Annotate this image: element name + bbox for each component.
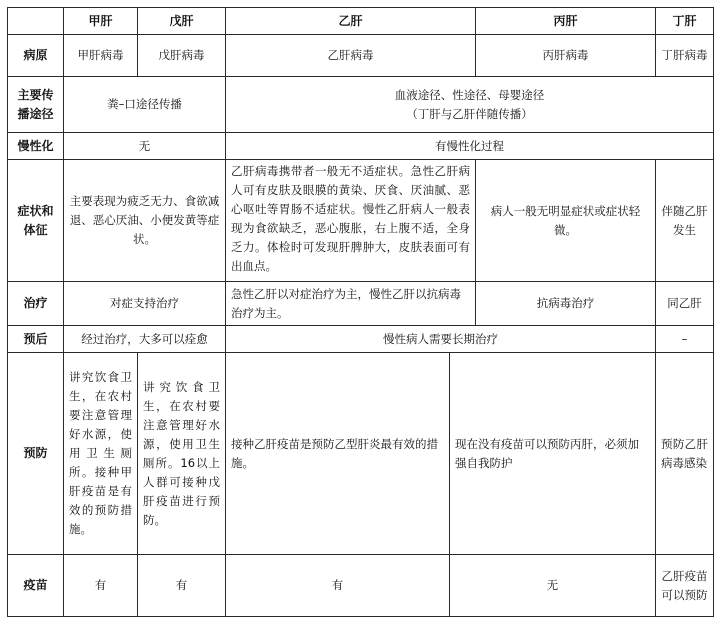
prevention-d: 预防乙肝病毒感染 (656, 353, 714, 555)
vaccine-row (8, 555, 714, 617)
transmission-ae: 粪–口途径传播 (64, 77, 226, 133)
vaccine-a: 有 (64, 555, 138, 617)
treatment-c: 抗病毒治疗 (476, 282, 656, 326)
row-label-transmission: 主要传播途径 (8, 77, 64, 133)
row-label-prevention: 预防 (8, 353, 64, 555)
pathogen-row (8, 35, 714, 77)
vaccine-b: 有 (226, 555, 450, 617)
pathogen-b: 乙肝病毒 (226, 35, 476, 77)
transmission-bcd: 血液途径、性途径、母婴途径 （丁肝与乙肝伴随传播） (226, 77, 714, 133)
row-label-chronic: 慢性化 (8, 133, 64, 160)
treatment-d: 同乙肝 (656, 282, 714, 326)
pathogen-d: 丁肝病毒 (656, 35, 714, 77)
pathogen-a: 甲肝病毒 (64, 35, 138, 77)
row-label-treatment: 治疗 (8, 282, 64, 326)
vaccine-c: 无 (450, 555, 656, 617)
vaccine-e: 有 (138, 555, 226, 617)
transmission-row (8, 77, 714, 133)
header-hepatitis-b: 乙肝 (226, 8, 476, 35)
hepatitis-comparison-table (7, 7, 714, 617)
symptoms-d: 伴随乙肝发生 (656, 160, 714, 282)
chronic-row (8, 133, 714, 160)
treatment-ae: 对症支持治疗 (64, 282, 226, 326)
prognosis-row (8, 326, 714, 353)
pathogen-e: 戊肝病毒 (138, 35, 226, 77)
vaccine-d: 乙肝疫苗可以预防 (656, 555, 714, 617)
header-hepatitis-d: 丁肝 (656, 8, 714, 35)
prevention-b: 接种乙肝疫苗是预防乙型肝炎最有效的措施。 (226, 353, 450, 555)
symptoms-ae: 主要表现为疲乏无力、食欲减退、恶心厌油、小便发黄等症状。 (64, 160, 226, 282)
symptoms-c: 病人一般无明显症状或症状轻微。 (476, 160, 656, 282)
corner-cell (8, 8, 64, 35)
treatment-b: 急性乙肝以对症治疗为主，慢性乙肝以抗病毒治疗为主。 (226, 282, 476, 326)
row-label-symptoms: 症状和体征 (8, 160, 64, 282)
chronic-ae: 无 (64, 133, 226, 160)
header-row (8, 8, 714, 35)
prevention-e: 讲究饮食卫生，在农村要注意管理好水源，使用卫生厕所。16以上人群可接种戊肝疫苗进行预防。 (138, 353, 226, 555)
header-hepatitis-c: 丙肝 (476, 8, 656, 35)
symptoms-b: 乙肝病毒携带者一般无不适症状。急性乙肝病人可有皮肤及眼膜的黄染、厌食、厌油腻、恶心呕吐等胃肠不适症状。慢性乙肝病人一般表现为食欲缺乏，恶心腹胀，右上腹不适，全身乏力。体检时可发现肝脾肿大，皮肤表面可有出血点。 (226, 160, 476, 282)
prognosis-ae: 经过治疗，大多可以痊愈 (64, 326, 226, 353)
treatment-row (8, 282, 714, 326)
pathogen-c: 丙肝病毒 (476, 35, 656, 77)
prognosis-bc: 慢性病人需要长期治疗 (226, 326, 656, 353)
prevention-row (8, 353, 714, 555)
chronic-bcd: 有慢性化过程 (226, 133, 714, 160)
row-label-pathogen: 病原 (8, 35, 64, 77)
row-label-vaccine: 疫苗 (8, 555, 64, 617)
prevention-c: 现在没有疫苗可以预防丙肝，必须加强自我防护 (450, 353, 656, 555)
header-hepatitis-e: 戊肝 (138, 8, 226, 35)
row-label-prognosis: 预后 (8, 326, 64, 353)
symptoms-row (8, 160, 714, 282)
header-hepatitis-a: 甲肝 (64, 8, 138, 35)
prevention-a: 讲究饮食卫生，在农村要注意管理好水源，使用卫生厕所。接种甲肝疫苗是有效的预防措施。 (64, 353, 138, 555)
prognosis-d: – (656, 326, 714, 353)
